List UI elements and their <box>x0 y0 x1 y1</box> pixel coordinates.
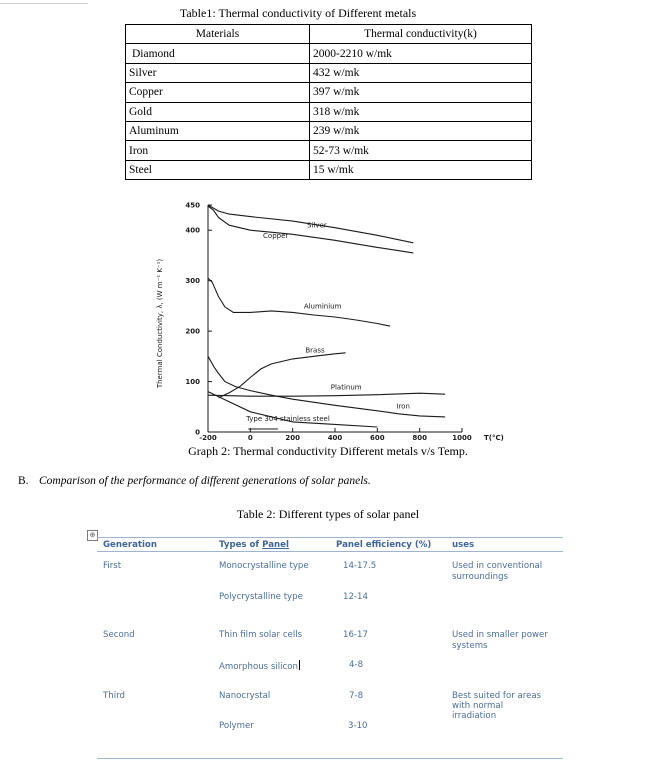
series-line-aluminium <box>208 278 390 326</box>
table2-caption: Table 2: Different types of solar panel <box>236 507 420 521</box>
table-row <box>126 63 532 82</box>
uses-line: Best suited for areas <box>452 691 542 701</box>
uses-line: Used in conventional <box>452 561 543 571</box>
series-line-brass <box>219 353 346 398</box>
conductivity-cell: 432 w/mk <box>310 63 532 82</box>
y-tick-label: 0 <box>195 428 200 437</box>
material-cell: Steel <box>126 160 310 179</box>
material-cell: Copper <box>126 83 310 102</box>
section-b-heading <box>18 475 371 487</box>
panel-type-cell: Thin film solar cells <box>219 630 303 640</box>
generation-cell: First <box>103 561 122 571</box>
panel-type-cell: Monocrystalline type <box>219 561 309 571</box>
conductivity-cell: 52-73 w/mk <box>310 141 532 160</box>
panel-type-cell: Polycrystalline type <box>219 592 303 602</box>
x-axis-label: T(°C) <box>484 434 504 442</box>
x-tick-label: 600 <box>370 434 385 442</box>
table2-top-rule <box>97 537 563 538</box>
table1-caption: Table1: Thermal conductivity of Different metals <box>179 6 417 20</box>
x-tick-label: 400 <box>327 434 343 442</box>
generation-cell: Second <box>103 630 135 640</box>
x-tick-label: 1000 <box>452 434 472 442</box>
efficiency-cell: 4-8 <box>349 660 364 670</box>
series-label-silver: Silver <box>307 221 327 230</box>
graph2-caption: Graph 2: Thermal conductivity Different metals v/s Temp. <box>188 444 468 458</box>
table-header-row <box>126 25 532 44</box>
uses-line: Used in smaller power <box>452 630 548 640</box>
efficiency-cell: 7-8 <box>349 691 364 701</box>
header-types-of-panel: Types of Panel <box>219 540 289 550</box>
series-label-copper: Copper <box>263 231 289 240</box>
section-b-label: B. <box>18 475 29 487</box>
panel-type-cell: Nanocrystal <box>219 691 271 701</box>
header-uses: uses <box>452 540 475 550</box>
panel-type-cell[interactable]: Amorphous silicon <box>219 662 298 672</box>
header-generation: Generation <box>103 540 157 550</box>
series-label-type-304-stainless-steel: Type 304 stainless steel <box>246 414 330 423</box>
y-tick-label: 200 <box>185 327 200 336</box>
header-panel-efficiency: Panel efficiency (%) <box>336 540 432 550</box>
conductivity-cell: 2000-2210 w/mk <box>310 44 532 63</box>
x-tick-label: 200 <box>285 434 300 442</box>
table-row <box>126 102 532 121</box>
table2-bottom-rule <box>97 758 563 759</box>
x-tick-label: 0 <box>247 434 253 442</box>
top-rule <box>0 3 88 4</box>
y-tick-label: 400 <box>185 226 200 235</box>
table2-header-rule <box>97 551 563 552</box>
header-materials: Materials <box>126 25 310 44</box>
series-line-platinum <box>208 393 445 396</box>
series-label-iron: Iron <box>396 402 410 411</box>
uses-line: with normal <box>452 701 504 711</box>
table-row <box>126 44 532 63</box>
material-cell: Diamond <box>126 44 310 63</box>
table-move-handle-icon[interactable]: ⊕ <box>87 530 98 541</box>
conductivity-cell: 15 w/mk <box>310 160 532 179</box>
material-cell: Aluminum <box>126 121 310 140</box>
y-tick-label: 450 <box>185 201 200 210</box>
table-row <box>126 141 532 160</box>
thermal-conductivity-graph <box>150 195 504 442</box>
table-row <box>126 83 532 102</box>
series-label-brass: Brass <box>305 346 325 355</box>
uses-line: systems <box>452 641 488 651</box>
section-b-text: Comparison of the performance of different generations of solar panels. <box>39 475 371 487</box>
material-cell: Gold <box>126 102 310 121</box>
efficiency-cell: 14-17.5 <box>343 561 377 571</box>
y-tick-label: 300 <box>185 277 200 286</box>
header-conductivity: Thermal conductivity(k) <box>310 25 532 44</box>
x-tick-label: 800 <box>412 434 427 442</box>
uses-line: surroundings <box>452 572 509 582</box>
table-row <box>126 121 532 140</box>
efficiency-cell: 16-17 <box>343 630 368 640</box>
efficiency-cell: 12-14 <box>343 592 368 602</box>
series-label-aluminium: Aluminium <box>303 302 342 311</box>
uses-line: irradiation <box>452 711 497 721</box>
material-cell: Iron <box>126 141 310 160</box>
conductivity-cell: 239 w/mk <box>310 121 532 140</box>
conductivity-cell: 318 w/mk <box>310 102 532 121</box>
efficiency-cell: 3-10 <box>348 721 368 731</box>
series-label-platinum: Platinum <box>330 383 362 392</box>
panel-type-cell: Polymer <box>219 721 254 731</box>
thermal-conductivity-table <box>125 24 532 180</box>
table-row <box>126 160 532 179</box>
y-tick-label: 100 <box>185 378 200 387</box>
material-cell: Silver <box>126 63 310 82</box>
y-axis-label: Thermal Conductivity, λ, (W m⁻¹ K⁻¹) <box>156 258 164 389</box>
text-cursor <box>299 660 300 670</box>
conductivity-cell: 397 w/mk <box>310 83 532 102</box>
generation-cell: Third <box>103 691 125 701</box>
x-tick-label: -200 <box>199 434 217 442</box>
